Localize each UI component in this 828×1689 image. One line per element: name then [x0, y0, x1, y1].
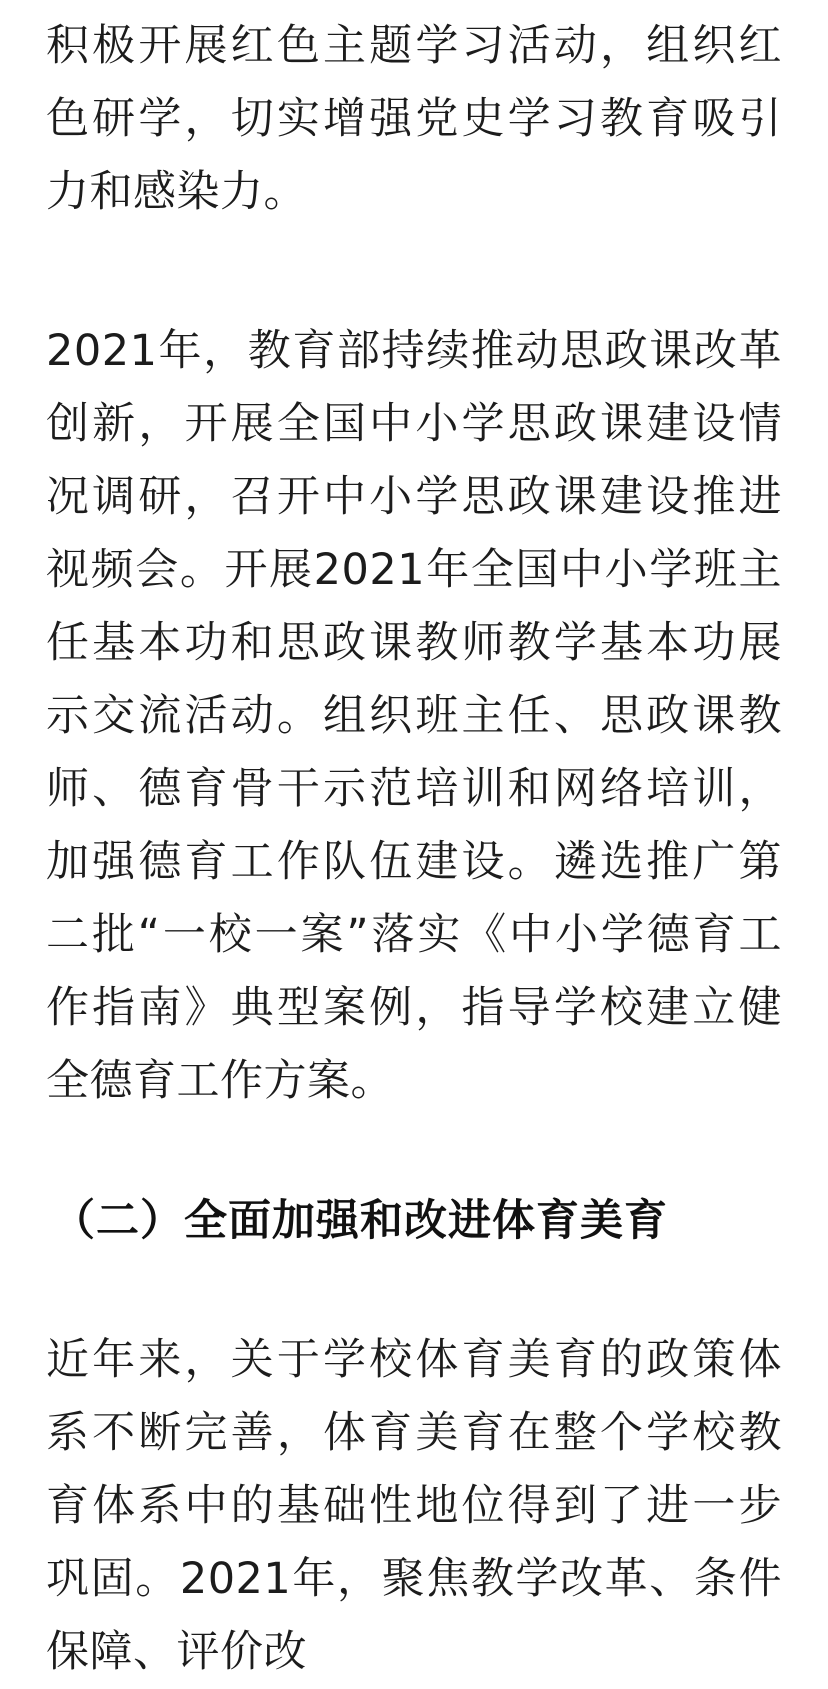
document-page [0, 10, 828, 1677]
paragraph-red-theme-study: 积极开展红色主题学习活动，组织红色研学，切实增强党史学习教育吸引力和感染力。 [46, 21, 782, 217]
paragraph-2021-sizheng-course: 2021年，教育部持续推动思政课改革创新，开展全国中小学思政课建设情况调研，召开中小学思政课建设推进视频会。开展2021年全国中小学班主任基本功和思政课教师教学基本功展示交流活动。组织班主任、思政课教师、德育骨干示范培训和网络培训，加强德育工作队伍建设。遴选推广第二批“一校一案”落实《中小学德育工作指南》典型案例，指导学校建立健全德育工作方案。 [46, 326, 782, 1106]
paragraph-tiyu-meiyu-policy: 近年来，关于学校体育美育的政策体系不断完善，体育美育在整个学校教育体系中的基础性地位得到了进一步巩固。2021年，聚焦教学改革、条件保障、评价改 [46, 1335, 782, 1677]
heading-spacer-top [46, 1118, 782, 1190]
section-heading: （二）全面加强和改进体育美育 [52, 1196, 668, 1246]
heading-spacer-bottom [46, 1252, 782, 1324]
paragraph-spacer [46, 229, 782, 315]
